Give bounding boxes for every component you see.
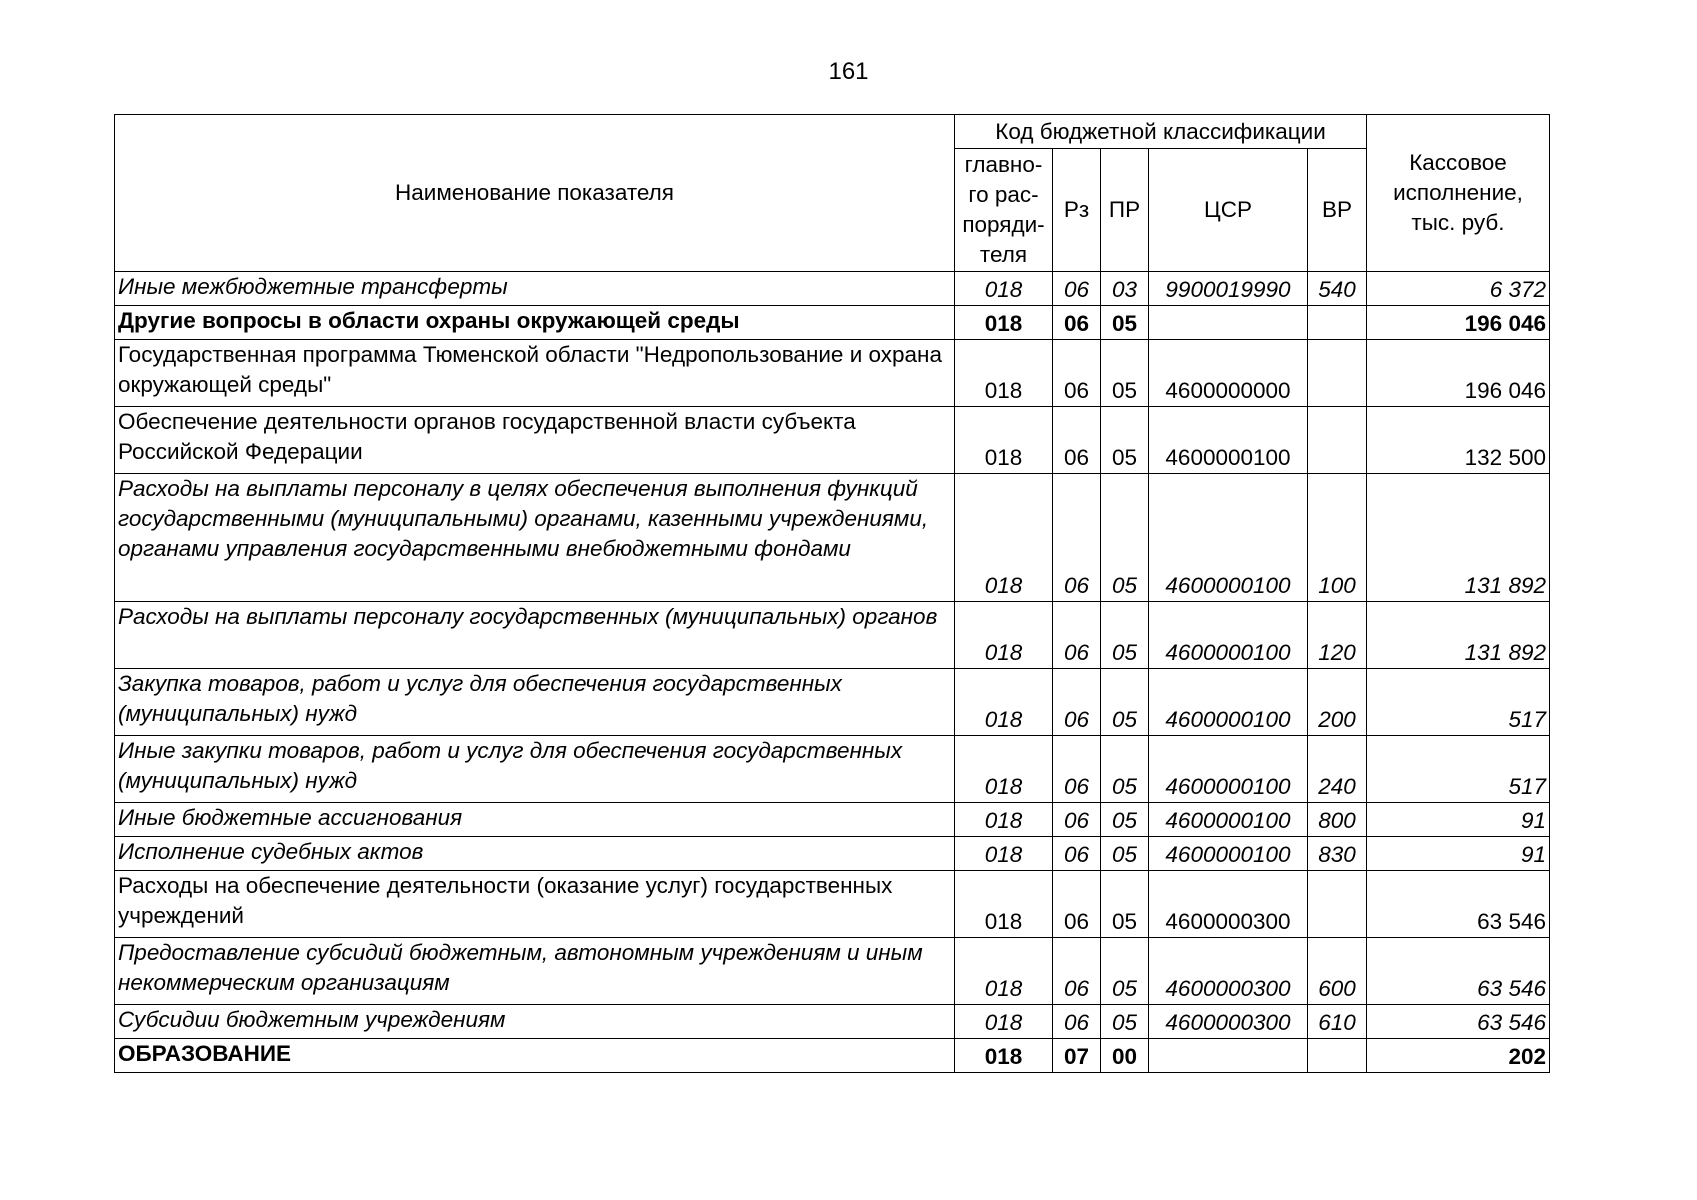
row-glavn: 018 (955, 837, 1053, 871)
row-pr: 05 (1101, 407, 1149, 474)
header-vr: ВР (1308, 149, 1367, 272)
header-pr: ПР (1101, 149, 1149, 272)
row-amount: 63 546 (1367, 1005, 1550, 1039)
table-row (115, 340, 1550, 407)
row-name: Иные бюджетные ассигнования (115, 803, 955, 837)
row-pr: 00 (1101, 1039, 1149, 1073)
row-amount: 517 (1367, 669, 1550, 736)
header-amount: Кассовое исполнение, тыс. руб. (1367, 115, 1550, 272)
row-csr: 4600000100 (1149, 736, 1308, 803)
row-name: Исполнение судебных актов (115, 837, 955, 871)
row-rz: 06 (1053, 272, 1101, 306)
row-amount: 91 (1367, 837, 1550, 871)
table-row (115, 837, 1550, 871)
table-row (115, 1005, 1550, 1039)
table-row (115, 602, 1550, 669)
row-rz: 06 (1053, 837, 1101, 871)
row-vr (1308, 340, 1367, 407)
row-amount: 196 046 (1367, 340, 1550, 407)
row-amount: 196 046 (1367, 306, 1550, 340)
row-glavn: 018 (955, 340, 1053, 407)
row-pr: 05 (1101, 669, 1149, 736)
row-glavn: 018 (955, 938, 1053, 1005)
row-name: Другие вопросы в области охраны окружающей среды (115, 306, 955, 340)
row-name: Расходы на выплаты персоналу в целях обеспечения выполнения функций государственными (муниципальными) органами, казенными учреждениями, органами управления государственными внебюджетными фондами (115, 474, 955, 602)
row-csr: 4600000100 (1149, 669, 1308, 736)
table-row (115, 474, 1550, 602)
table-row (115, 272, 1550, 306)
row-vr: 200 (1308, 669, 1367, 736)
row-amount: 6 372 (1367, 272, 1550, 306)
row-glavn: 018 (955, 272, 1053, 306)
row-csr: 4600000300 (1149, 1005, 1308, 1039)
table-row (115, 306, 1550, 340)
header-budget-code-group: Код бюджетной классификации (955, 115, 1367, 149)
row-vr: 240 (1308, 736, 1367, 803)
header-rz: Рз (1053, 149, 1101, 272)
row-vr: 540 (1308, 272, 1367, 306)
row-amount: 131 892 (1367, 602, 1550, 669)
table-row (115, 736, 1550, 803)
table-row (115, 803, 1550, 837)
row-amount: 132 500 (1367, 407, 1550, 474)
header-name: Наименование показателя (115, 115, 955, 272)
row-vr: 120 (1308, 602, 1367, 669)
row-vr: 100 (1308, 474, 1367, 602)
row-name: Иные закупки товаров, работ и услуг для обеспечения государственных (муниципальных) нужд (115, 736, 955, 803)
row-glavn: 018 (955, 871, 1053, 938)
header-glavn-text: главно- го рас- поряди- теля (962, 152, 1045, 267)
table-row (115, 407, 1550, 474)
header-csr: ЦСР (1149, 149, 1308, 272)
row-name: Расходы на выплаты персоналу государственных (муниципальных) органов (115, 602, 955, 669)
row-amount: 63 546 (1367, 938, 1550, 1005)
row-glavn: 018 (955, 407, 1053, 474)
row-pr: 05 (1101, 803, 1149, 837)
page-number: 161 (828, 58, 869, 85)
row-rz: 06 (1053, 871, 1101, 938)
row-csr: 4600000100 (1149, 837, 1308, 871)
row-glavn: 018 (955, 1039, 1053, 1073)
row-vr (1308, 1039, 1367, 1073)
row-csr: 9900019990 (1149, 272, 1308, 306)
row-amount: 91 (1367, 803, 1550, 837)
row-amount: 202 (1367, 1039, 1550, 1073)
row-glavn: 018 (955, 474, 1053, 602)
table-row (115, 938, 1550, 1005)
table-row (115, 669, 1550, 736)
row-rz: 06 (1053, 736, 1101, 803)
row-csr: 4600000100 (1149, 474, 1308, 602)
row-pr: 05 (1101, 736, 1149, 803)
row-amount: 517 (1367, 736, 1550, 803)
table-row (115, 871, 1550, 938)
row-glavn: 018 (955, 669, 1053, 736)
row-pr: 05 (1101, 602, 1149, 669)
row-glavn: 018 (955, 602, 1053, 669)
row-vr: 800 (1308, 803, 1367, 837)
row-amount: 131 892 (1367, 474, 1550, 602)
row-rz: 06 (1053, 803, 1101, 837)
row-csr: 4600000300 (1149, 871, 1308, 938)
row-amount: 63 546 (1367, 871, 1550, 938)
row-pr: 05 (1101, 474, 1149, 602)
row-vr: 830 (1308, 837, 1367, 871)
row-csr: 4600000000 (1149, 340, 1308, 407)
row-csr: 4600000100 (1149, 803, 1308, 837)
row-rz: 06 (1053, 669, 1101, 736)
row-pr: 05 (1101, 837, 1149, 871)
row-name: Субсидии бюджетным учреждениям (115, 1005, 955, 1039)
row-rz: 06 (1053, 1005, 1101, 1039)
row-pr: 05 (1101, 871, 1149, 938)
budget-table (114, 114, 1550, 1073)
row-rz: 06 (1053, 407, 1101, 474)
row-vr: 600 (1308, 938, 1367, 1005)
row-name: Предоставление субсидий бюджетным, автономным учреждениям и иным некоммерческим организациям (115, 938, 955, 1005)
row-vr (1308, 306, 1367, 340)
row-name: Государственная программа Тюменской области "Недропользование и охрана окружающей среды" (115, 340, 955, 407)
row-glavn: 018 (955, 1005, 1053, 1039)
row-rz: 06 (1053, 938, 1101, 1005)
row-glavn: 018 (955, 803, 1053, 837)
row-csr (1149, 306, 1308, 340)
row-rz: 06 (1053, 602, 1101, 669)
row-rz: 06 (1053, 340, 1101, 407)
row-csr (1149, 1039, 1308, 1073)
row-pr: 05 (1101, 938, 1149, 1005)
table-row (115, 1039, 1550, 1073)
row-pr: 03 (1101, 272, 1149, 306)
row-rz: 06 (1053, 306, 1101, 340)
row-name: Закупка товаров, работ и услуг для обеспечения государственных (муниципальных) нужд (115, 669, 955, 736)
row-pr: 05 (1101, 1005, 1149, 1039)
row-glavn: 018 (955, 306, 1053, 340)
row-name: Иные межбюджетные трансферты (115, 272, 955, 306)
row-rz: 06 (1053, 474, 1101, 602)
row-pr: 05 (1101, 340, 1149, 407)
row-csr: 4600000100 (1149, 602, 1308, 669)
row-name: ОБРАЗОВАНИЕ (115, 1039, 955, 1073)
row-pr: 05 (1101, 306, 1149, 340)
row-glavn: 018 (955, 736, 1053, 803)
row-vr (1308, 871, 1367, 938)
row-vr (1308, 407, 1367, 474)
row-name: Обеспечение деятельности органов государственной власти субъекта Российской Федерации (115, 407, 955, 474)
row-name: Расходы на обеспечение деятельности (оказание услуг) государственных учреждений (115, 871, 955, 938)
row-vr: 610 (1308, 1005, 1367, 1039)
row-csr: 4600000100 (1149, 407, 1308, 474)
row-csr: 4600000300 (1149, 938, 1308, 1005)
row-rz: 07 (1053, 1039, 1101, 1073)
header-glavn (955, 149, 1053, 272)
